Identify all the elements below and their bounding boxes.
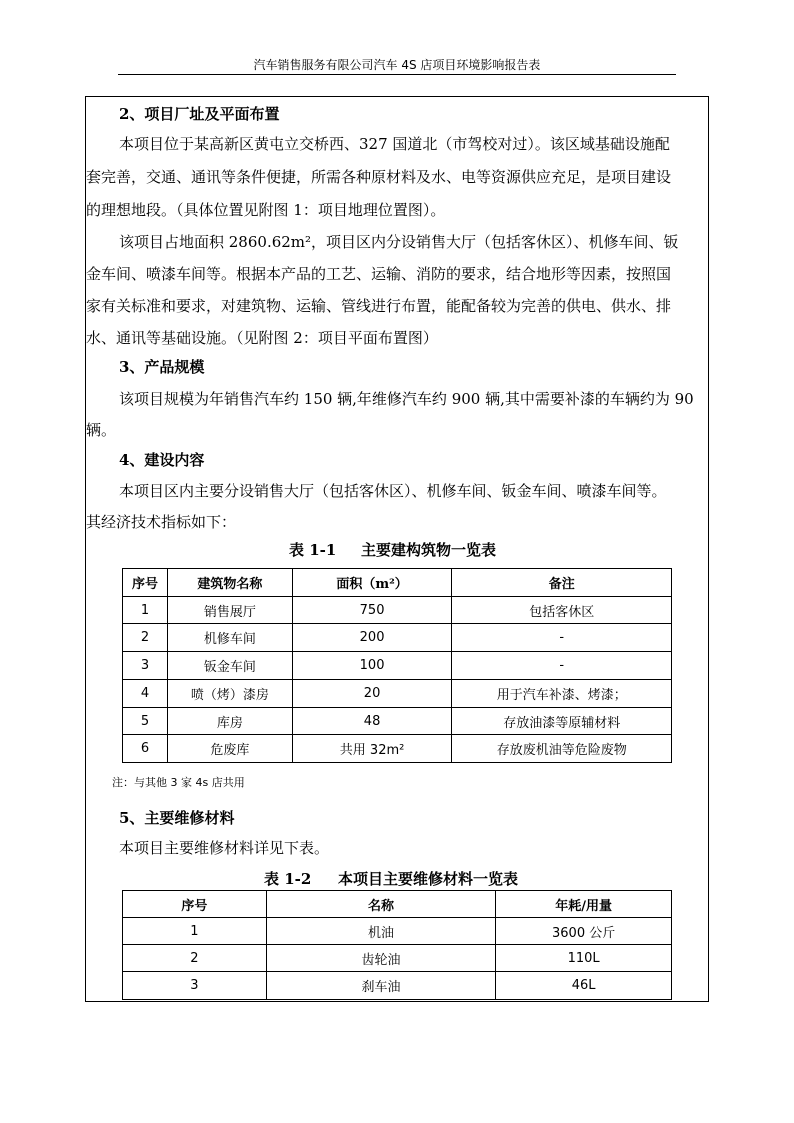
table-cell: 48 [292,708,452,735]
table-cell: 2 [123,945,267,972]
table2-caption-number: 表 1-2 [264,870,312,888]
header-rule [118,74,676,75]
table-cell: 存放油漆等原辅材料 [452,708,672,735]
table2-header-cell: 名称 [266,891,496,918]
sec2-p2-line: 家有关标准和要求，对建筑物、运输、管线进行布置，能配备较为完善的供电、供水、排 [86,297,672,315]
table-cell: 销售展厅 [167,597,292,624]
table-cell: 齿轮油 [266,945,496,972]
table1-header-row [123,569,672,597]
table-cell: 危废库 [167,735,292,763]
sec2-p1-line: 的理想地段。（具体位置见附图 1：项目地理位置图）。 [86,201,446,219]
table-cell: 共用 32m² [292,735,452,763]
table-cell: 3 [123,972,267,1000]
table-row [123,708,672,735]
content-frame [85,96,709,1002]
table-cell: 1 [123,597,168,624]
sec3-line: 辆。 [86,421,117,439]
table1-header-cell: 序号 [123,569,168,597]
table-cell: 100 [292,652,452,680]
sec4-line: 本项目区内主要分设销售大厅（包括客休区）、机修车间、钣金车间、喷漆车间等。 [119,482,667,500]
table-cell: 刹车油 [266,972,496,1000]
table-cell: 20 [292,680,452,708]
table-cell: 钣金车间 [167,652,292,680]
sec2-p2-line: 该项目占地面积 2860.62m²，项目区内分设销售大厅（包括客休区）、机修车间、钣 [119,233,679,251]
table-cell: 喷（烤）漆房 [167,680,292,708]
table-row [123,972,672,1000]
table-row [123,597,672,624]
table-cell: 750 [292,597,452,624]
table-row [123,735,672,763]
table2-caption: 本项目主要维修材料一览表 [338,870,519,888]
table1-caption: 主要建构筑物一览表 [361,541,497,559]
table-cell: 3 [123,652,168,680]
table1-header-cell: 建筑物名称 [167,569,292,597]
section-2-heading: 2、项目厂址及平面布置 [119,105,280,123]
section-4-heading: 4、建设内容 [119,451,205,469]
table-cell: - [452,652,672,680]
table-row [123,652,672,680]
sec2-p2-line: 金车间、喷漆车间等。根据本产品的工艺、运输、消防的要求，结合地形等因素，按照国 [86,265,672,283]
table-cell: 200 [292,624,452,652]
table-cell: 2 [123,624,168,652]
table1-caption-number: 表 1-1 [289,541,337,559]
table1 [122,568,672,763]
sec4-line: 其经济技术指标如下： [86,513,237,531]
table-cell: 5 [123,708,168,735]
sec2-p2-line: 水、通讯等基础设施。（见附图 2：项目平面布置图） [86,329,438,347]
table2-header-cell: 序号 [123,891,267,918]
table-cell: 库房 [167,708,292,735]
table-cell: 3600 公斤 [496,918,672,945]
table-cell: 机修车间 [167,624,292,652]
table-cell: 用于汽车补漆、烤漆； [452,680,672,708]
table-row [123,918,672,945]
table-cell: 1 [123,918,267,945]
table-cell: 包括客休区 [452,597,672,624]
sec2-p1-line: 套完善，交通、通讯等条件便捷，所需各种原材料及水、电等资源供应充足，是项目建设 [86,168,672,186]
table-row [123,624,672,652]
table1-header-cell: 面积（m²） [292,569,452,597]
table2-header-row [123,891,672,918]
table2 [122,890,672,1000]
section-3-heading: 3、产品规模 [119,358,205,376]
table2-header-cell: 年耗/用量 [496,891,672,918]
table-cell: 存放废机油等危险废物 [452,735,672,763]
table-cell: 6 [123,735,168,763]
table-cell: 110L [496,945,672,972]
table1-note: 注：与其他 3 家 4s 店共用 [112,776,245,789]
sec2-p1-line: 本项目位于某高新区黄屯立交桥西、327 国道北（市驾校对过）。该区域基础设施配 [119,135,670,153]
table-cell: 4 [123,680,168,708]
sec3-line: 该项目规模为年销售汽车约 150 辆,年维修汽车约 900 辆,其中需要补漆的车辆约为 90 [119,390,694,408]
table-row [123,680,672,708]
sec5-line: 本项目主要维修材料详见下表。 [119,839,330,857]
table1-header-cell: 备注 [452,569,672,597]
section-5-heading: 5、主要维修材料 [119,809,235,827]
table-row [123,945,672,972]
page-header: 汽车销售服务有限公司汽车 4S 店项目环境影响报告表 [253,58,541,72]
table-cell: 机油 [266,918,496,945]
table-cell: 46L [496,972,672,1000]
table-cell: - [452,624,672,652]
